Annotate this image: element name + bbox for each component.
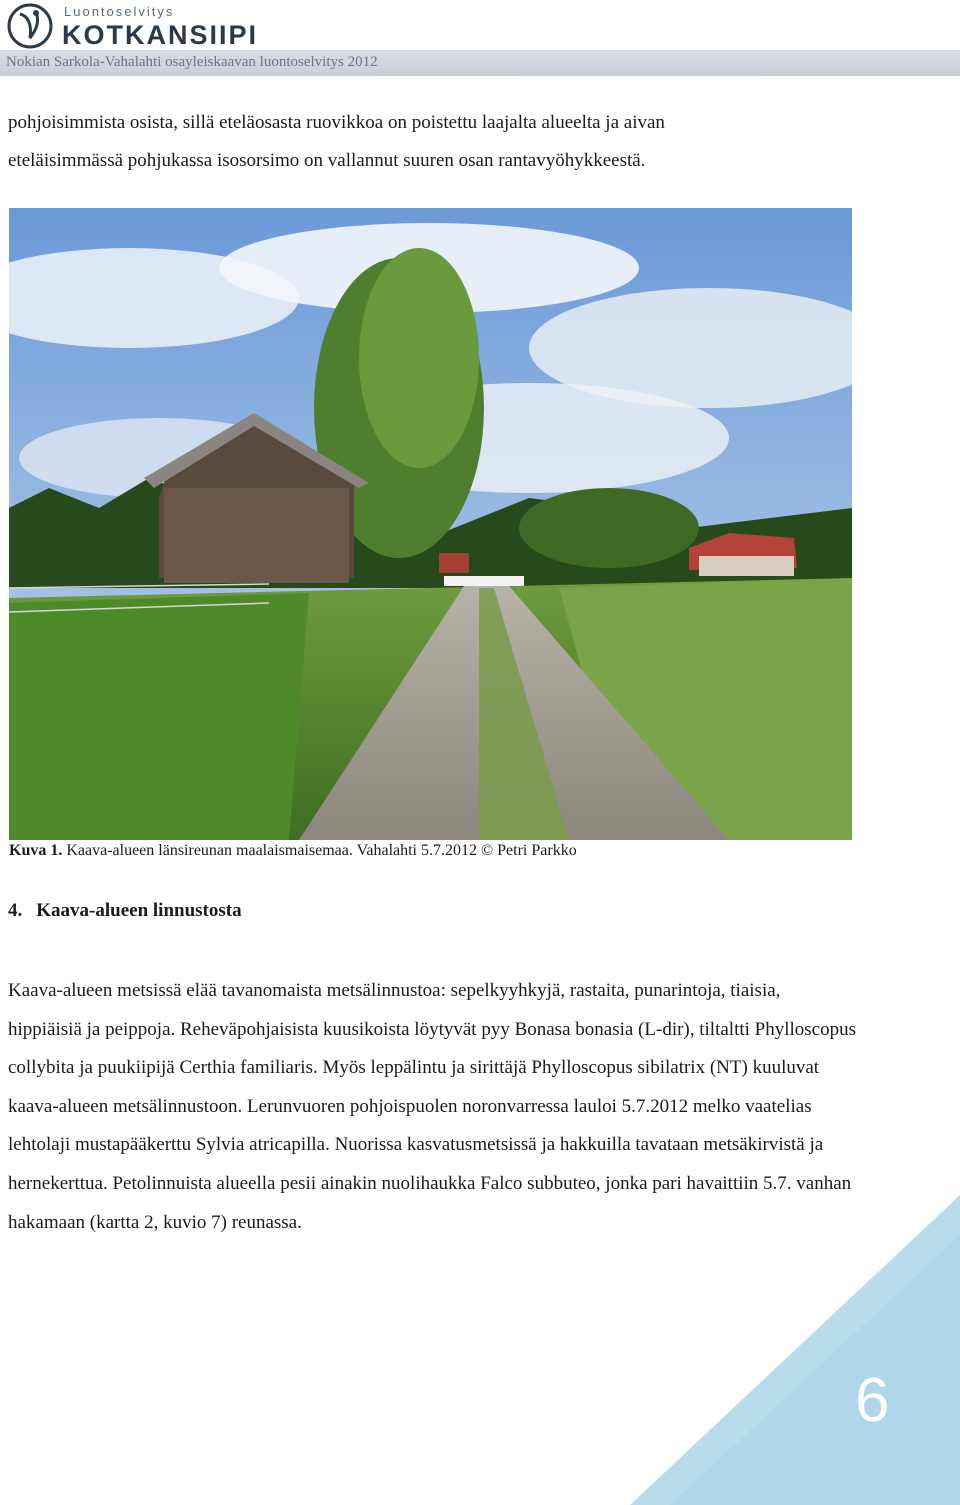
figure-caption: [9, 842, 577, 860]
logo-name: KOTKANSIIPI: [62, 20, 259, 50]
page-corner-decoration: [630, 1195, 960, 1505]
logo-subtitle: Luontoselvitys: [64, 4, 175, 19]
figure-caption-text: Kaava-alueen länsireunan maalaismaisemaa. Vahalahti 5.7.2012 © Petri Parkko: [66, 842, 577, 859]
section-heading: [8, 900, 242, 922]
report-title: Nokian Sarkola-Vahalahti osayleiskaavan luontoselvitys 2012: [6, 54, 378, 70]
page-number: 6: [855, 1366, 890, 1435]
landscape-photo: [9, 208, 852, 840]
body-paragraph: Kaava-alueen metsissä elää tavanomaista metsälinnustoa: sepelkyyhkyjä, rastaita, punarintoja, tiaisia, hippiäisiä ja peippoja. Reheväpohjaisista kuusikoista löytyvät pyy Bonasa bonasia (L-dir), tiltaltti Phylloscopus collybita ja puukiipijä Certhia familiaris. Myös leppälintu ja sirittäjä Phylloscopus sibilatrix (NT) kuuluvat kaava-alueen metsälinnustoon. Lerunvuoren pohjoispuolen noronvarressa lauloi 5.7.2012 melko vaatelias lehtolaji mustapääkerttu Sylvia atricapilla. Nuorissa kasvatusmetsissä ja hakkuilla tavataan metsäkirvistä ja hernekerttua. Petolinnuista alueella pesii ainakin nuolihaukka Falco subbuteo, jonka pari havaittiin 5.7. vanhan hakamaan (kartta 2, kuvio 7) reunassa.: [8, 980, 857, 1233]
intro-line-1: pohjoisimmista osista, sillä eteläosasta ruovikkoa on poistettu laajalta alueelta ja aivan: [8, 112, 665, 133]
figure-label: Kuva 1.: [9, 842, 63, 859]
header-bar: [0, 50, 960, 76]
page-header: [0, 0, 960, 78]
intro-line-2: eteläisimmässä pohjukassa isosorsimo on vallannut suuren osan rantavyöhykkeestä.: [8, 150, 646, 171]
section-number: 4.: [8, 900, 23, 921]
bird-logo-icon: [6, 2, 54, 50]
section-title: Kaava-alueen linnustosta: [36, 900, 242, 921]
